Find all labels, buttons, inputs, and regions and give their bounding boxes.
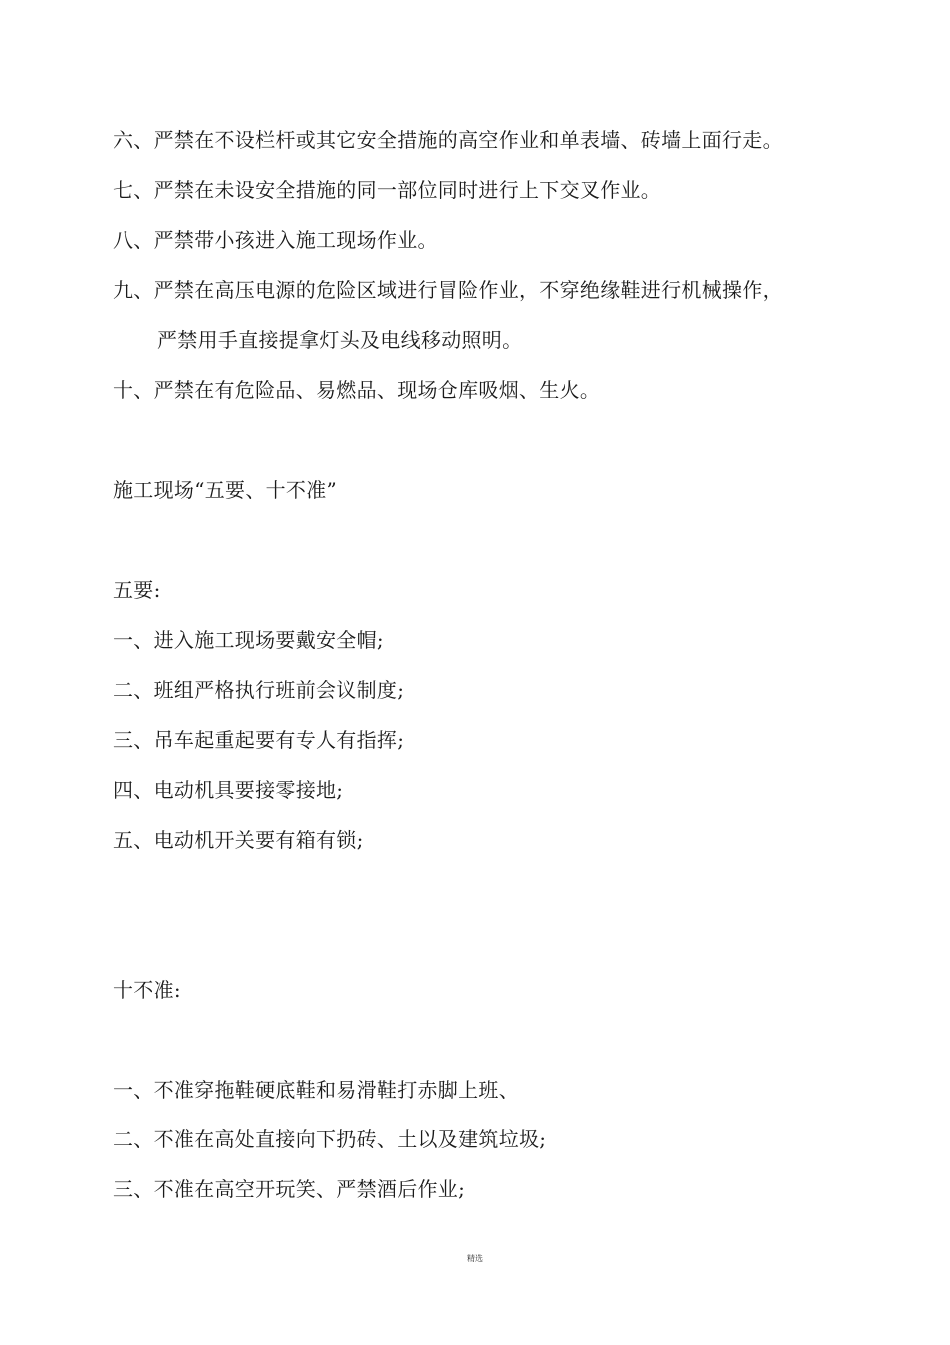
section-title: 施工现场“五要、十不准” <box>113 478 338 502</box>
five-musts-item: 五、电动机开关要有箱有锁; <box>113 828 364 852</box>
ten-nots-item: 三、不准在高空开玩笑、严禁酒后作业; <box>113 1177 466 1201</box>
rule-item-9: 九、严禁在高压电源的危险区域进行冒险作业，不穿绝缘鞋进行机械操作， <box>113 278 783 302</box>
five-musts-item: 一、进入施工现场要戴安全帽; <box>113 628 384 652</box>
five-musts-item: 四、电动机具要接零接地; <box>113 778 344 802</box>
page-footer: 精选 <box>467 1254 483 1263</box>
ten-nots-heading: 十不准: <box>113 978 181 1002</box>
rule-item-6: 六、严禁在不设栏杆或其它安全措施的高空作业和单表墙、砖墙上面行走。 <box>113 128 783 152</box>
rule-item-9-continuation: 严禁用手直接提拿灯头及电线移动照明。 <box>157 328 523 352</box>
rule-item-10: 十、严禁在有危险品、易燃品、现场仓库吸烟、生火。 <box>113 378 601 402</box>
rule-item-7: 七、严禁在未设安全措施的同一部位同时进行上下交叉作业。 <box>113 178 662 202</box>
five-musts-item: 二、班组严格执行班前会议制度; <box>113 678 405 702</box>
rule-item-8: 八、严禁带小孩进入施工现场作业。 <box>113 228 438 252</box>
ten-nots-item: 一、不准穿拖鞋硬底鞋和易滑鞋打赤脚上班、 <box>113 1078 519 1102</box>
ten-nots-item: 二、不准在高处直接向下扔砖、土以及建筑垃圾; <box>113 1127 547 1151</box>
five-musts-item: 三、吊车起重起要有专人有指挥; <box>113 728 405 752</box>
five-musts-heading: 五要: <box>113 578 161 602</box>
